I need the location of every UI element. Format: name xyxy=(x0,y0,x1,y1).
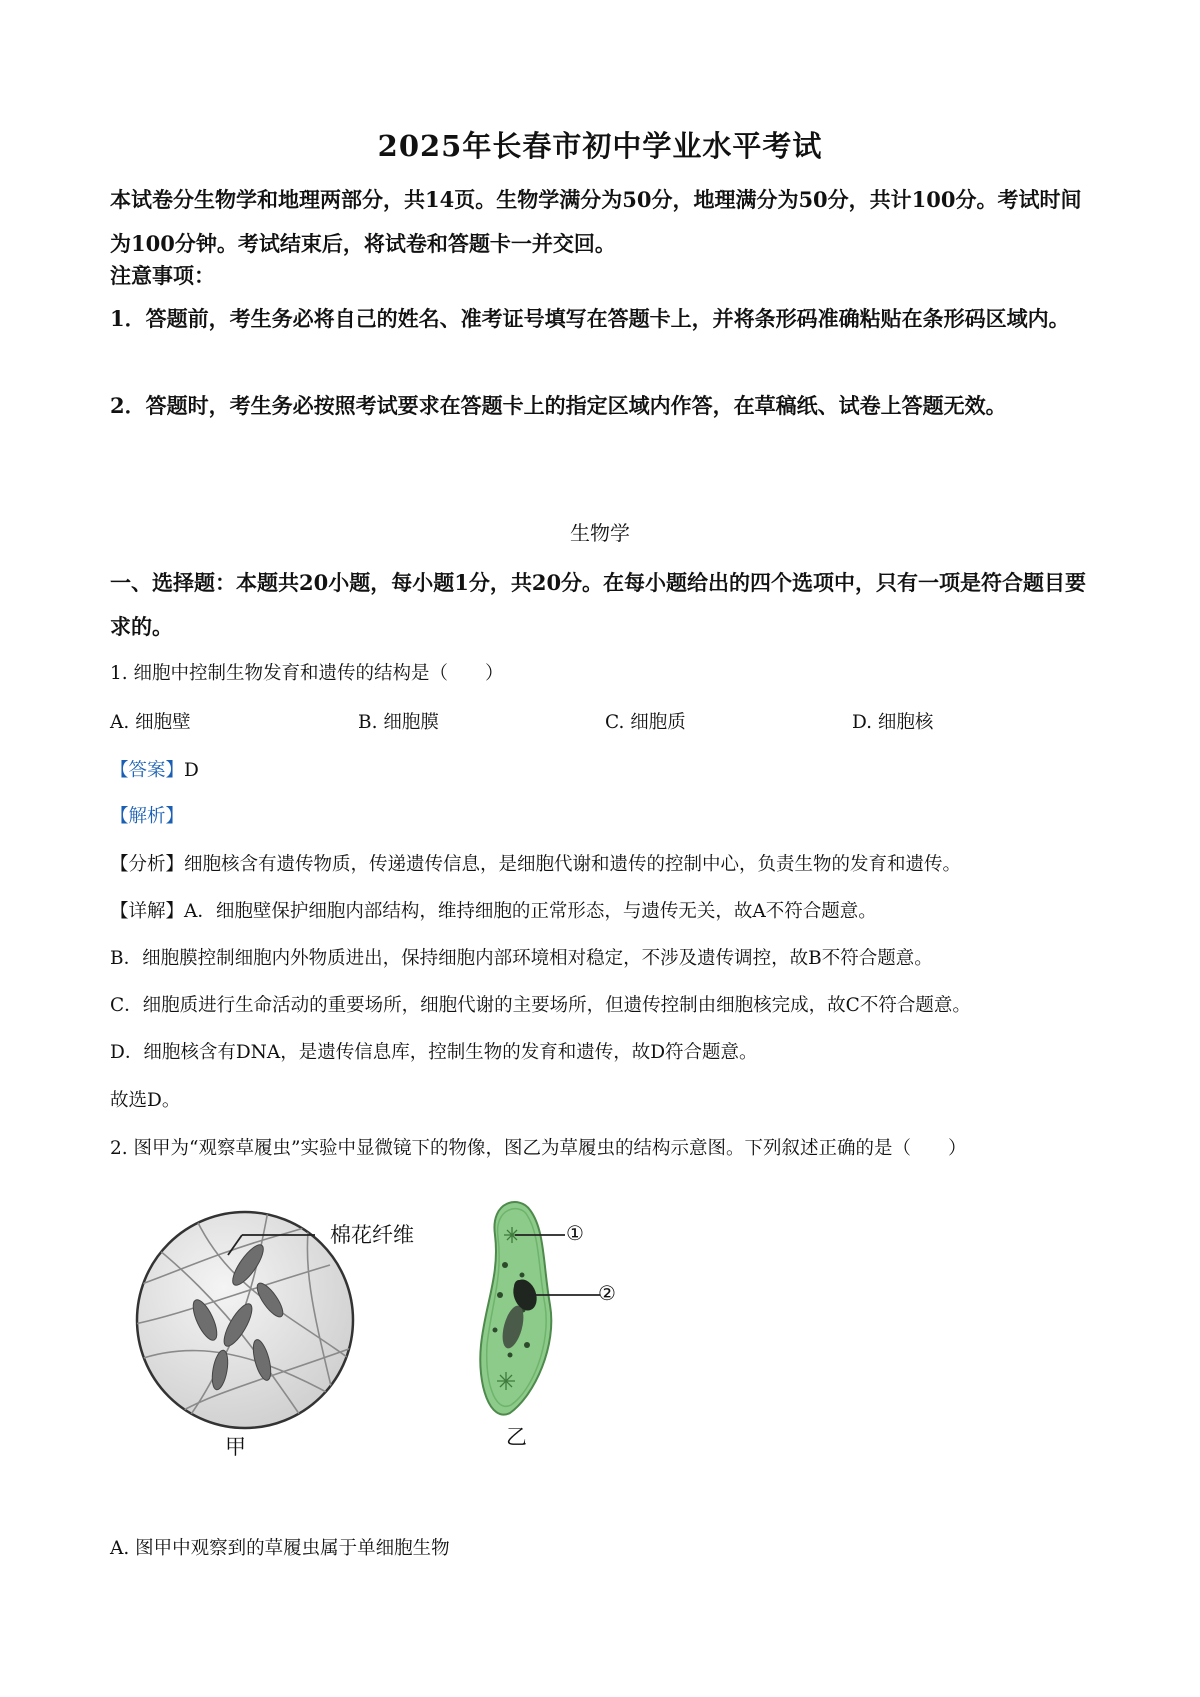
q1-option-b: B. 细胞膜 xyxy=(358,712,439,733)
subject-heading: 生物学 xyxy=(570,521,630,545)
analysis-tag: 【解析】 xyxy=(110,806,185,827)
q1-detail-c: C．细胞质进行生命活动的重要场所，细胞代谢的主要场所，但遗传控制由细胞核完成，故C不符合题意。 xyxy=(110,995,971,1016)
figure-b-label: 乙 xyxy=(506,1425,527,1449)
q2-option-a: A. 图甲中观察到的草履虫属于单细胞生物 xyxy=(110,1538,450,1559)
answer-value: D xyxy=(184,760,199,781)
q1-detail-d: D．细胞核含有DNA，是遗传信息库，控制生物的发育和遗传，故D符合题意。 xyxy=(110,1042,758,1063)
answer-tag: 【答案】 xyxy=(110,760,185,781)
marker-1-label: ① xyxy=(566,1221,584,1245)
section-1-heading: 一、选择题：本题共20小题，每小题1分，共20分。在每小题给出的四个选项中，只有一项是符合题目要求的。 xyxy=(110,570,1087,639)
q1-detail-a: 【详解】A．细胞壁保护细胞内部结构，维持细胞的正常形态，与遗传无关，故A不符合题意。 xyxy=(110,901,877,922)
q1-stem: 1. 细胞中控制生物发育和遗传的结构是（ ） xyxy=(110,663,504,684)
figure-a-label: 甲 xyxy=(225,1435,246,1459)
paramecium-diagram xyxy=(465,1195,615,1425)
cotton-fiber-callout: 棉花纤维 xyxy=(330,1223,414,1247)
q1-option-d: D. 细胞核 xyxy=(852,712,934,733)
q1-option-c: C. 细胞质 xyxy=(605,712,686,733)
q1-detail-b: B．细胞膜控制细胞内外物质进出，保持细胞内部环境相对稳定，不涉及遗传调控，故B不符合题意。 xyxy=(110,948,933,969)
q2-stem: 2. 图甲为“观察草履虫”实验中显微镜下的物像，图乙为草履虫的结构示意图。下列叙述正确的是（ ） xyxy=(110,1138,967,1159)
notice-heading: 注意事项： xyxy=(110,263,215,288)
q1-answer-line xyxy=(110,757,1110,785)
exam-title: 2025年长春市初中学业水平考试 xyxy=(377,129,823,163)
marker-2-label: ② xyxy=(598,1281,616,1305)
q1-analysis: 【分析】细胞核含有遗传物质，传递遗传信息，是细胞代谢和遗传的控制中心，负责生物的发育和遗传。 xyxy=(110,854,962,875)
q1-conclusion: 故选D。 xyxy=(110,1090,181,1111)
q1-option-a: A. 细胞壁 xyxy=(110,712,191,733)
notice-1: 1．答题前，考生务必将自己的姓名、准考证号填写在答题卡上，并将条形码准确粘贴在条形码区域内。 xyxy=(110,306,1070,331)
notice-2: 2．答题时，考生务必按照考试要求在答题卡上的指定区域内作答，在草稿纸、试卷上答题无效。 xyxy=(110,393,1007,418)
exam-intro: 本试卷分生物学和地理两部分，共14页。生物学满分为50分，地理满分为50分，共计100分。考试时间为100分钟。考试结束后，将试卷和答题卡一并交回。 xyxy=(110,187,1082,256)
